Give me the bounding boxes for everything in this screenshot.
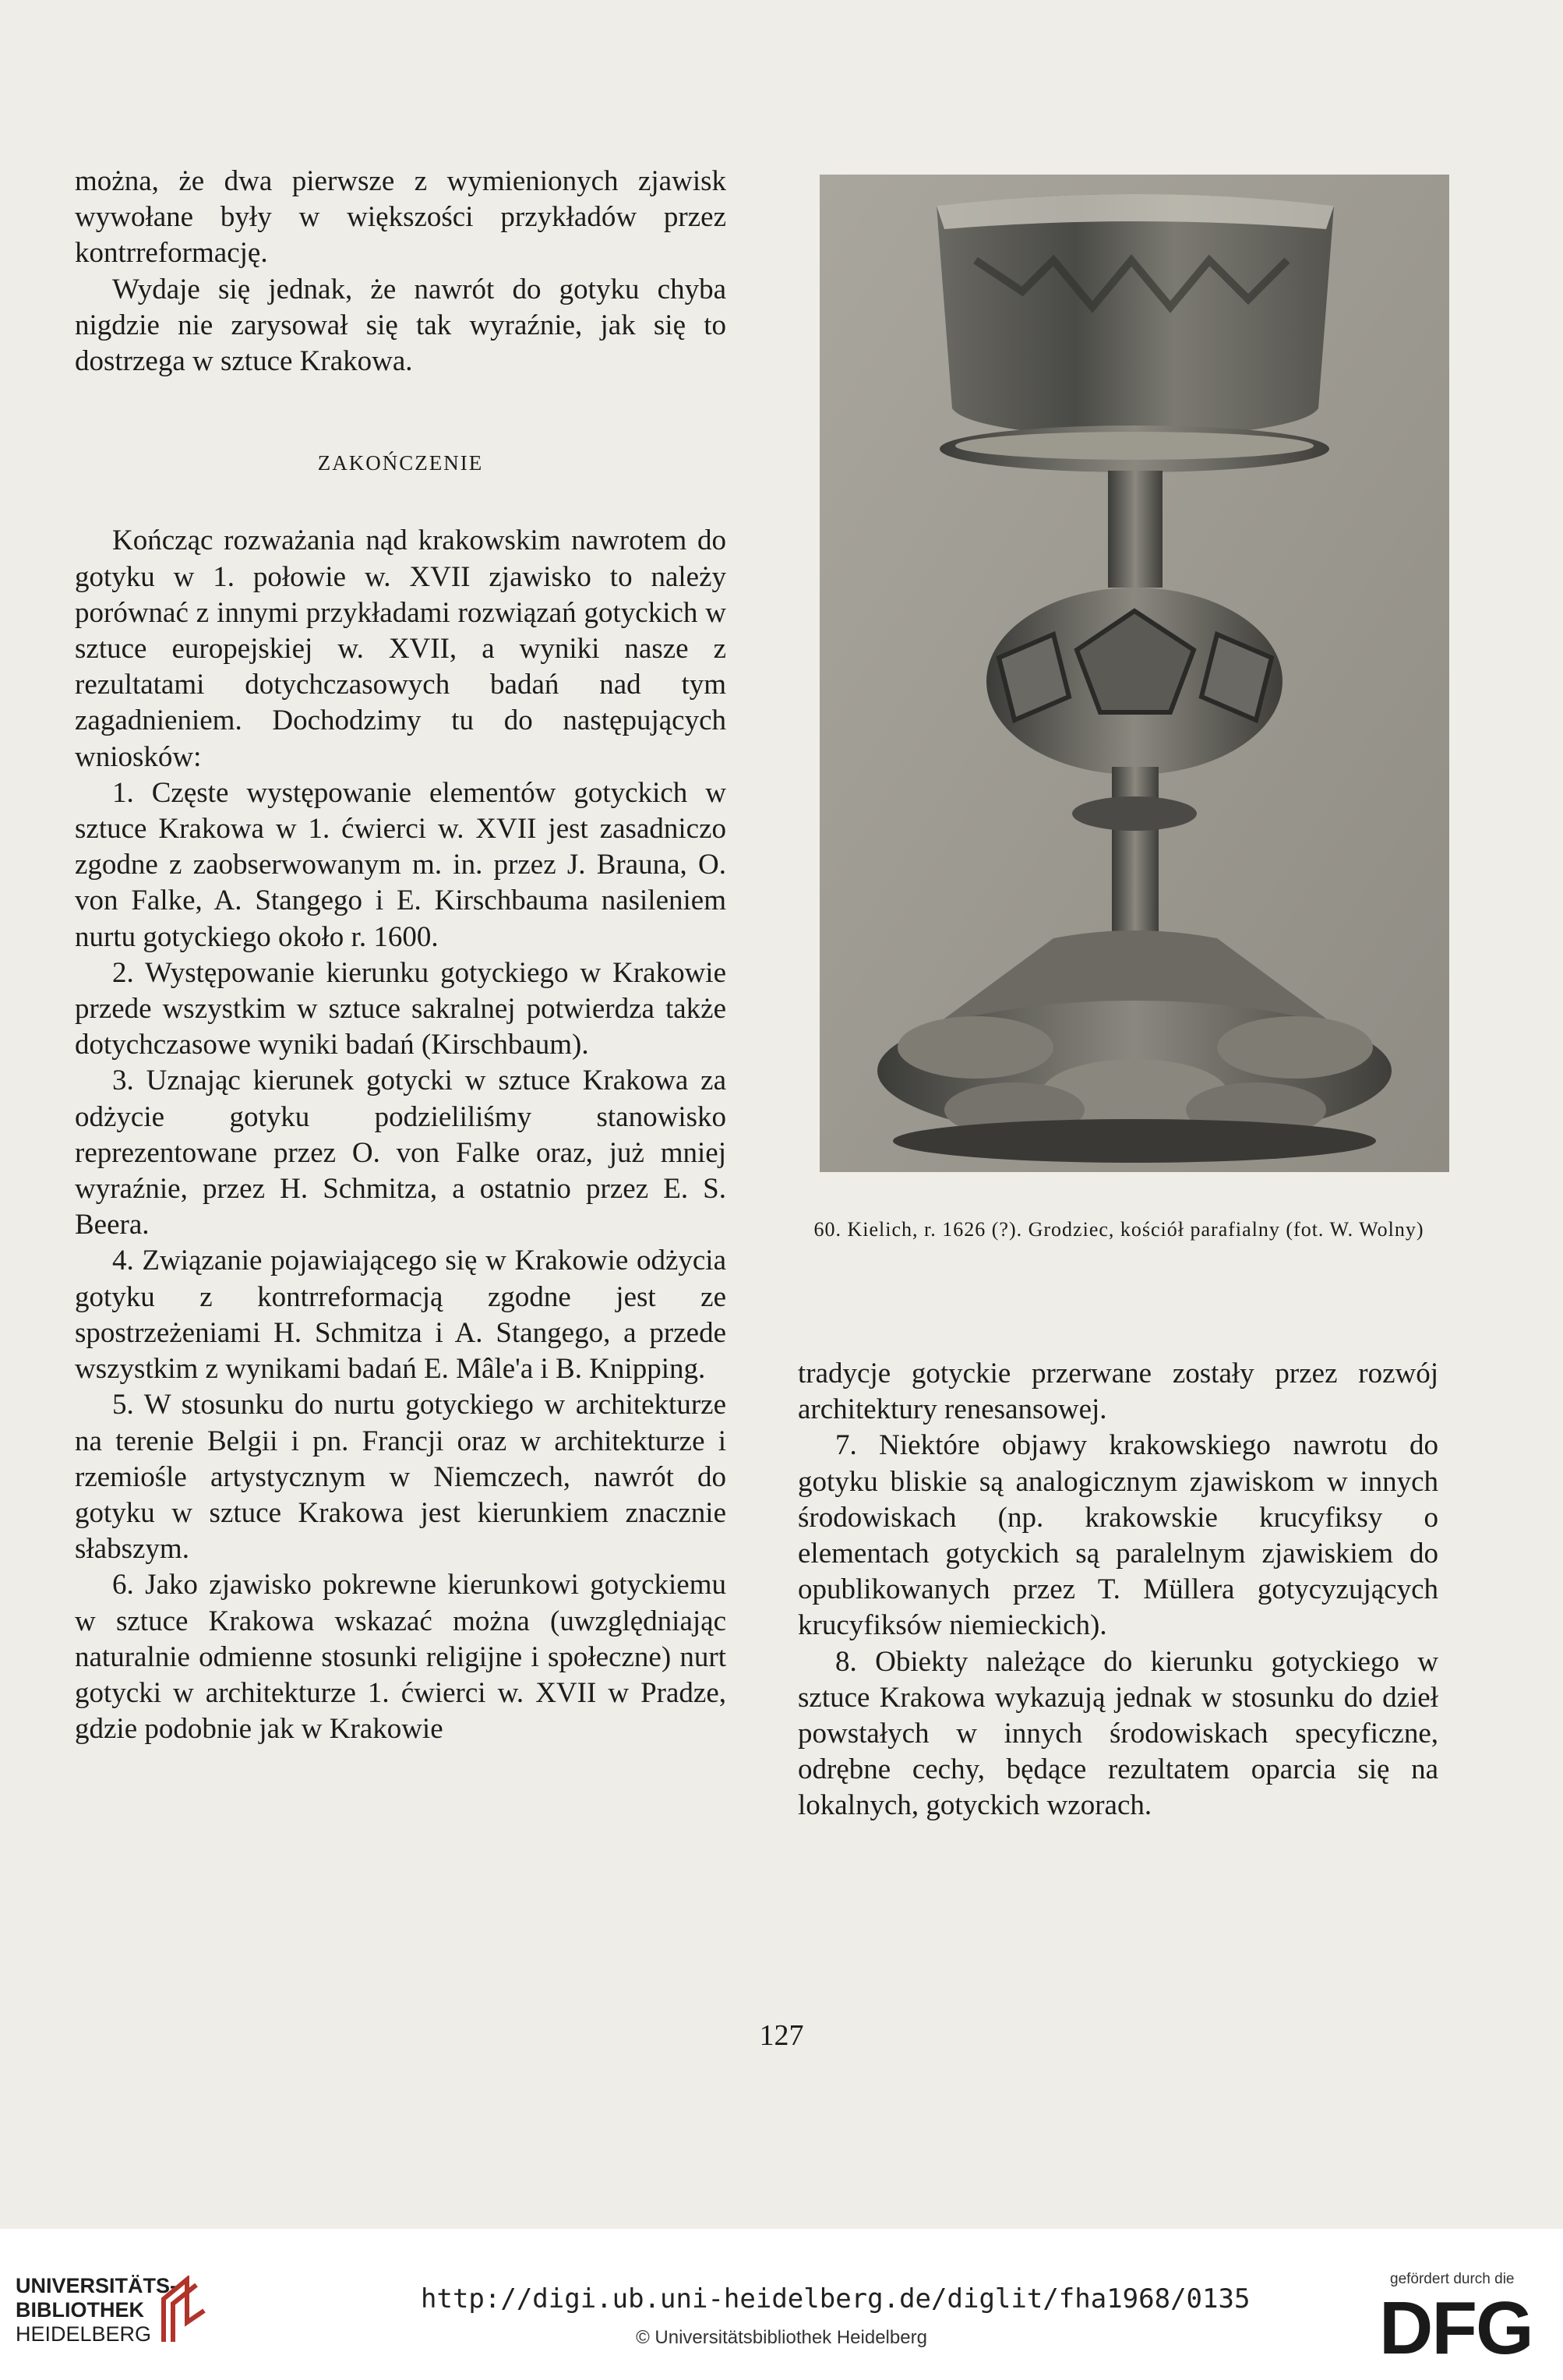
- chalice-photograph: [820, 175, 1449, 1172]
- dfg-logo: DFG: [1379, 2286, 1533, 2370]
- right-text-column: [798, 1356, 1438, 1824]
- left-text-column: [75, 164, 726, 1747]
- page-url-link[interactable]: http://digi.ub.uni-heidelberg.de/diglit/fha1968/0135: [421, 2283, 1251, 2315]
- library-name-line: UNIVERSITÄTS-: [16, 2274, 178, 2297]
- paragraph: 5. W stosunku do nurtu gotyckiego w architekturze na terenie Belgii i pn. Francji oraz w architekturze i rzemiośle artystycznym w Niemczech, nawrót do gotyku w sztuce Krakowa jest kierunkiem znacznie słabszym.: [75, 1389, 726, 1566]
- copyright-text: © Universitätsbibliothek Heidelberg: [636, 2327, 927, 2348]
- paragraph: 4. Związanie pojawiającego się w Krakowie odżycia gotyku z kontrreformacją zgodne jest ze spostrzeżeniami H. Schmitza i A. Stangego, a przede wszystkim z wynikami badań E. Mâle'a i B. Knipping.: [75, 1245, 726, 1386]
- figure-caption: 60. Kielich, r. 1626 (?). Grodziec, kościół parafialny (fot. W. Wolny): [813, 1218, 1424, 1241]
- paragraph: 2. Występowanie kierunku gotyckiego w Krakowie przede wszystkim w sztuce sakralnej potwierdza także dotychczasowe wyniki badań (Kirschbaum).: [75, 956, 726, 1061]
- paragraph: 1. Częste występowanie elementów gotyckich w sztuce Krakowa w 1. ćwierci w. XVII jest zasadniczo zgodne z zaobserwowanym m. in. przez J. Brauna, O. von Falke, A. Stangego i E. Kirschbauma nasileniem nurtu gotyckiego około r. 1600.: [75, 776, 726, 953]
- paragraph: tradycje gotyckie przerwane zostały przez rozwój architektury renesansowej.: [798, 1358, 1438, 1426]
- library-name-line: HEIDELBERG: [16, 2322, 152, 2346]
- paragraph: 8. Obiekty należące do kierunku gotyckiego w sztuce Krakowa wykazują jednak w stosunku do dzieł powstałych w innych środowiskach specyficzne, odrębne cechy, będące rezultatem oparcia się na lokalnych, gotyckich wzorach.: [798, 1645, 1438, 1822]
- library-name-line: BIBLIOTHEK: [16, 2298, 144, 2322]
- page-number: 127: [759, 2019, 804, 2052]
- funding-label: gefördert durch die: [1390, 2271, 1515, 2287]
- paragraph: można, że dwa pierwsze z wymienionych zjawisk wywołane były w większości przykładów przez kontrreformację.: [75, 165, 726, 270]
- paragraph: 7. Niektóre objawy krakowskiego nawrotu do gotyku bliskie są analogicznym zjawiskom w innych środowiskach (np. krakowskie krucyfiksy o elementach gotyckich są paralelnym zjawiskiem do opublikowanych przez T. Müllera gotycyzujących krucyfiksów niemieckich).: [798, 1429, 1438, 1642]
- section-heading: ZAKOŃCZENIE: [317, 451, 484, 475]
- paragraph: 3. Uznając kierunek gotycki w sztuce Krakowa za odżycie gotyku podzieliliśmy stanowisko reprezentowane przez O. von Falke oraz, już mniej wyraźnie, przez H. Schmitza, a ostatnio przez E. S. Beera.: [75, 1065, 726, 1241]
- paragraph: Wydaje się jednak, że nawrót do gotyku chyba nigdzie nie zarysował się tak wyraźnie, jak się to dostrzega w sztuce Krakowa.: [75, 273, 726, 378]
- paragraph: Kończąc rozważania nąd krakowskim nawrotem do gotyku w 1. połowie w. XVII zjawisko to należy porównać z innymi przykładami rozwiązań gotyckich w sztuce europejskiej w. XVII, a wyniki nasze z rezultatami dotychczasowych badań nad tym zagadnieniem. Dochodzimy tu do następujących wniosków:: [75, 524, 726, 773]
- paragraph: 6. Jako zjawisko pokrewne kierunkowi gotyckiemu w sztuce Krakowa wskazać można (uwzględniając naturalnie odmienne stosunki religijne i społeczne) nurt gotycki w architekturze 1. ćwierci w. XVII w Pradze, gdzie podobnie jak w Krakowie: [75, 1569, 726, 1746]
- chalice-illustration: [820, 175, 1449, 1172]
